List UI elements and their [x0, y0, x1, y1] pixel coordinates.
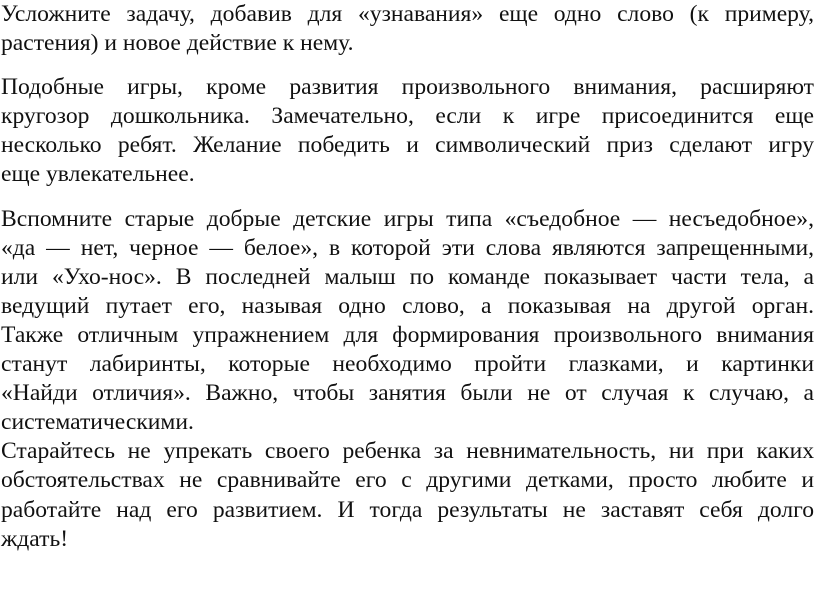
text-line: станут лабиринты, которые необходимо пройти глазками, и картинки — [1, 351, 814, 378]
text-line: «Найди отличия». Важно, чтобы занятия были не от случая к случаю, а — [1, 380, 814, 407]
text-line: Вспомните старые добрые детские игры типа «съедобное — несъедобное», — [1, 205, 814, 232]
document-page — [1, 0, 814, 554]
text-line: ведущий путает его, называя одно слово, а показывая на другой орган. — [1, 292, 814, 319]
paragraph-1 — [1, 0, 814, 58]
paragraph-gap — [1, 58, 814, 73]
text-line: или «Ухо-нос». В последней малыш по команде показывает части тела, а — [1, 263, 814, 290]
paragraph-gap — [1, 190, 814, 205]
text-line: ждать! — [1, 525, 69, 552]
paragraph-2 — [1, 73, 814, 189]
text-line: систематическими. — [1, 409, 194, 436]
text-line: работайте над его развитием. И тогда результаты не заставят себя долго — [1, 496, 814, 523]
text-line: Старайтесь не упрекать своего ребенка за невнимательность, ни при каких — [1, 438, 814, 465]
text-line: кругозор дошкольника. Замечательно, если к игре присоединится еще — [1, 103, 814, 130]
text-line: «да — нет, черное — белое», в которой эти слова являются запрещенными, — [1, 234, 814, 261]
paragraph-3 — [1, 205, 814, 554]
text-line: еще увлекательнее. — [1, 161, 195, 188]
text-line: Усложните задачу, добавив для «узнавания» еще одно слово (к примеру, — [1, 1, 814, 27]
text-line: несколько ребят. Желание победить и символический приз сделают игру — [1, 132, 814, 159]
text-line: обстоятельствах не сравнивайте его с другими детками, просто любите и — [1, 467, 814, 494]
text-line: Подобные игры, кроме развития произвольного внимания, расширяют — [1, 74, 814, 101]
text-line: растения) и новое действие к нему. — [1, 30, 354, 57]
text-line: Также отличным упражнением для формирования произвольного внимания — [1, 321, 814, 348]
